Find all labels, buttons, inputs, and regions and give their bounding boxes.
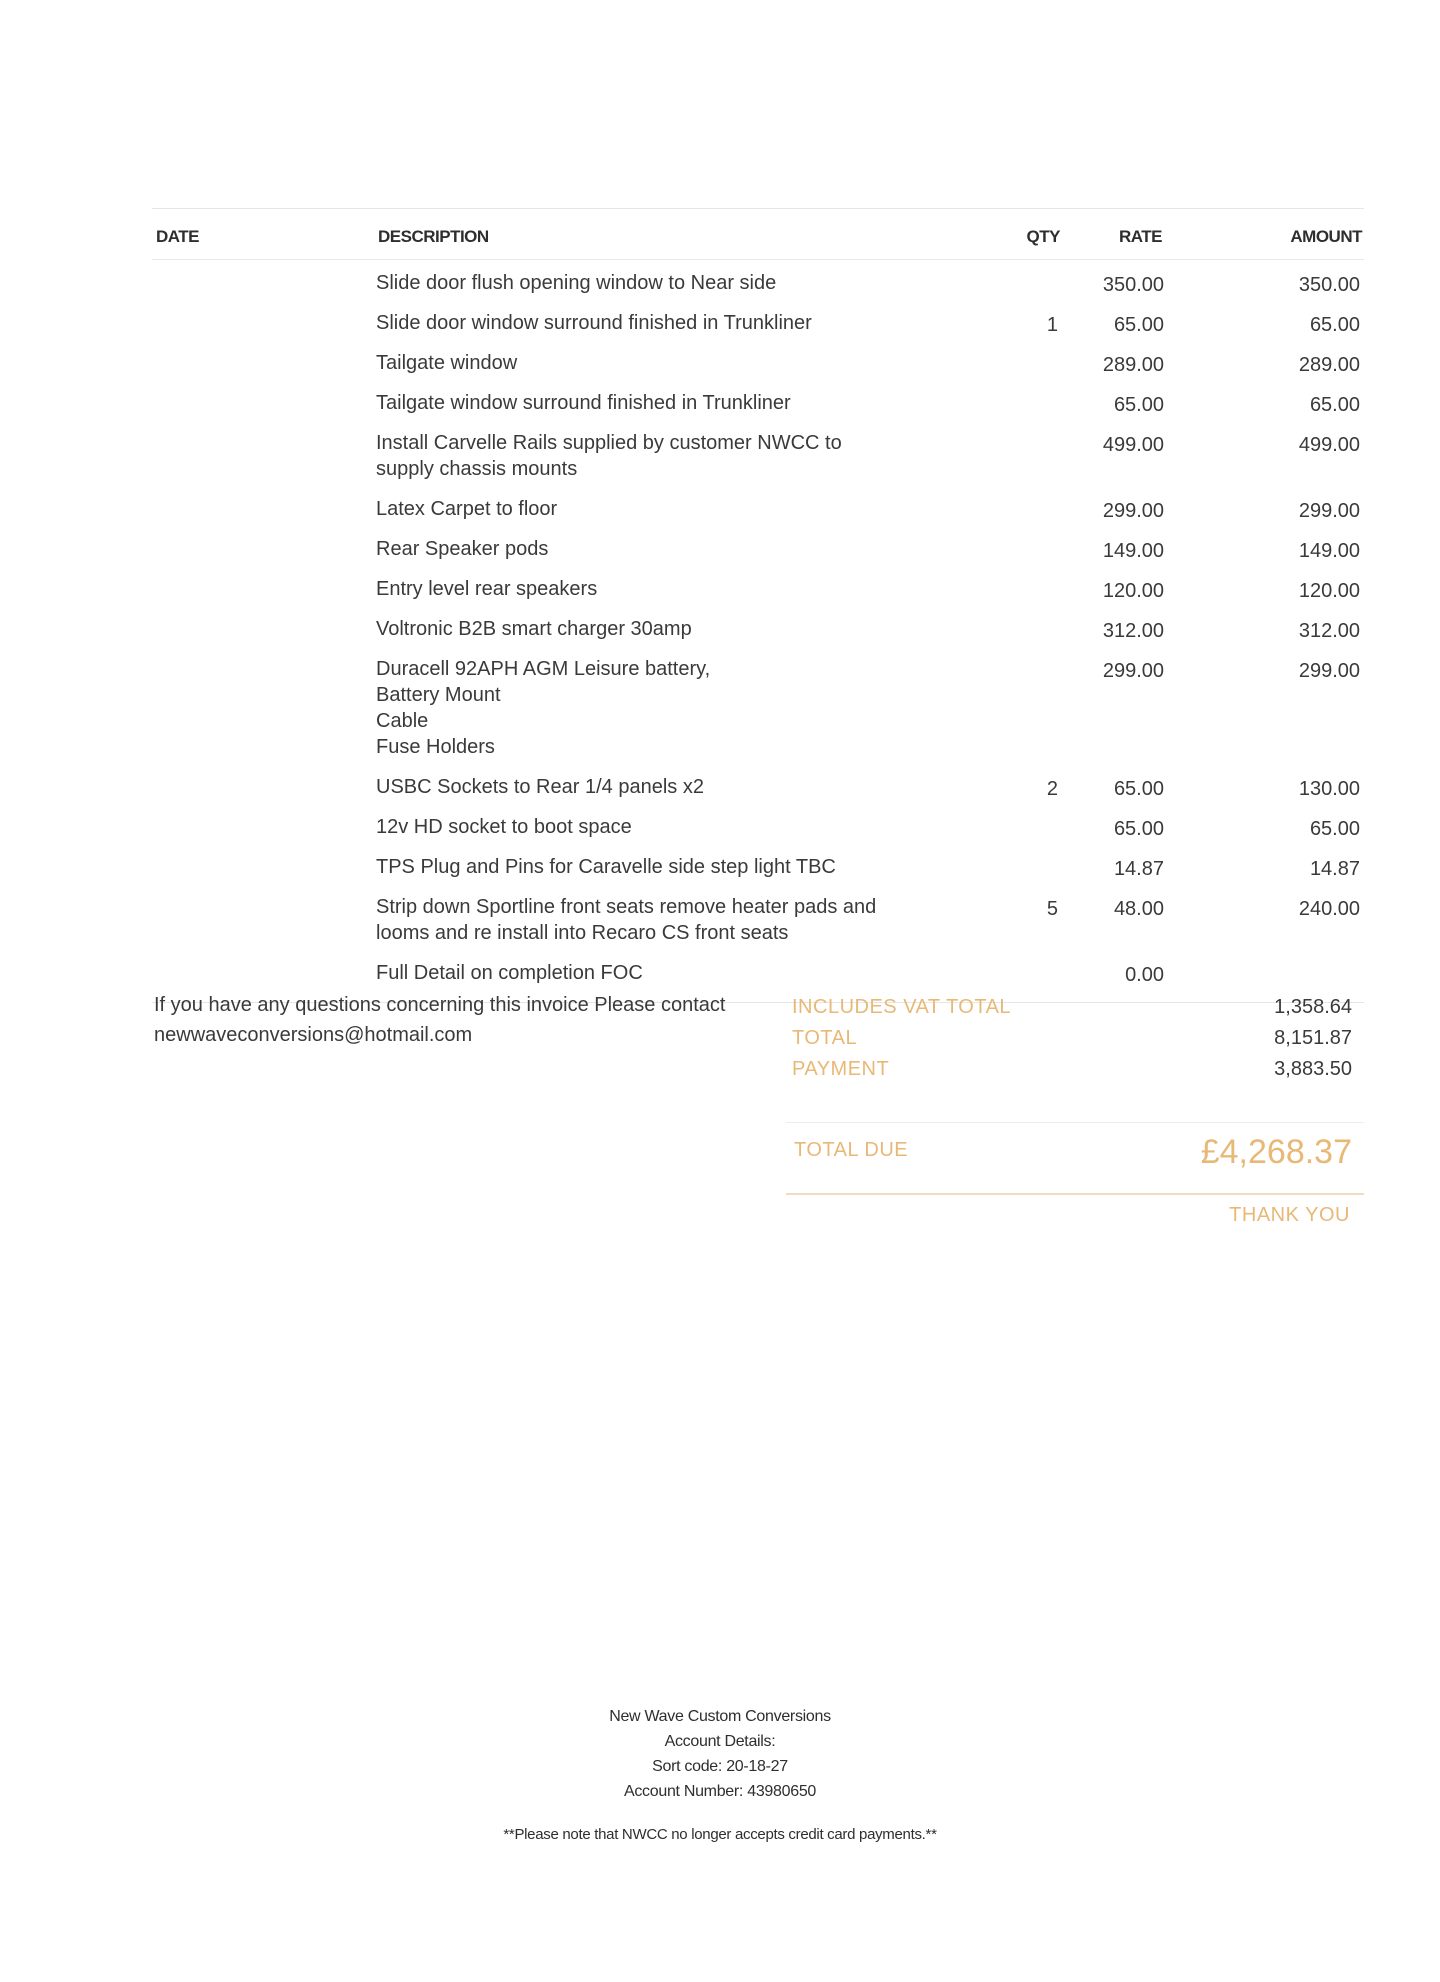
row-description: Duracell 92APH AGM Leisure battery, Battery Mount Cable Fuse Holders [376,658,711,758]
row-rate: 350.00 [1102,274,1164,296]
total-due-box [786,1122,1364,1195]
row-rate: 48.00 [1113,898,1164,920]
total-value: 8,151.87 [1274,1027,1352,1049]
row-amount: 289.00 [1298,354,1360,376]
row-description: 12v HD socket to boot space [376,816,632,838]
total-row [786,1027,1352,1058]
row-amount: 14.87 [1309,858,1360,880]
row-rate: 149.00 [1102,540,1164,562]
contact-note: If you have any questions concerning this invoice Please contact newwaveconversions@hotmail.com [154,994,726,1046]
row-description: Voltronic B2B smart charger 30amp [376,618,692,640]
header-amount: AMOUNT [1290,227,1362,246]
sort-code: Sort code: 20-18-27 [652,1758,788,1775]
totals-block [786,996,1352,1089]
header-rate: RATE [1118,227,1162,246]
row-rate: 499.00 [1102,434,1164,456]
row-rate: 299.00 [1102,660,1164,682]
company-name: New Wave Custom Conversions [609,1708,831,1725]
row-rate: 65.00 [1113,818,1164,840]
table-row [152,814,1364,854]
payment-label: PAYMENT [792,1058,890,1080]
row-amount: 499.00 [1298,434,1360,456]
row-amount: 130.00 [1298,778,1360,800]
row-amount: 350.00 [1298,274,1360,296]
row-description: USBC Sockets to Rear 1/4 panels x2 [376,776,704,798]
payment-row [786,1058,1352,1089]
row-amount: 299.00 [1298,660,1360,682]
row-rate: 65.00 [1113,314,1164,336]
table-row [152,390,1364,430]
row-amount: 240.00 [1298,898,1360,920]
row-amount: 65.00 [1309,314,1360,336]
row-description: Full Detail on completion FOC [376,962,643,984]
row-amount: 149.00 [1298,540,1360,562]
table-row [152,656,1364,774]
vat-total-label: INCLUDES VAT TOTAL [792,996,1012,1018]
row-description: Strip down Sportline front seats remove heater pads and looms and re install into Recaro CS front seats [376,896,877,944]
row-description: Slide door window surround finished in Trunkliner [376,312,812,334]
header-date: DATE [156,227,200,246]
vat-total-row [786,996,1352,1027]
table-row [152,310,1364,350]
credit-card-note: **Please note that NWCC no longer accepts credit card payments.** [503,1826,937,1843]
thank-you-text: THANK YOU [1229,1204,1350,1226]
vat-total-value: 1,358.64 [1274,996,1352,1018]
row-rate: 299.00 [1102,500,1164,522]
row-description: Entry level rear speakers [376,578,598,600]
row-description: Rear Speaker pods [376,538,549,560]
table-body [152,260,1364,1000]
table-row [152,616,1364,656]
row-rate: 65.00 [1113,778,1164,800]
total-label: TOTAL [792,1027,858,1049]
row-description: Install Carvelle Rails supplied by customer NWCC to supply chassis mounts [376,432,842,480]
row-description: Tailgate window surround finished in Trunkliner [376,392,791,414]
table-header [152,209,1364,260]
table-row [152,774,1364,814]
invoice-table [152,208,1364,1003]
row-rate: 65.00 [1113,394,1164,416]
row-qty: 1 [1046,314,1058,336]
table-row [152,576,1364,616]
row-rate: 14.87 [1113,858,1164,880]
row-description: Tailgate window [376,352,518,374]
row-amount: 299.00 [1298,500,1360,522]
row-amount: 65.00 [1309,394,1360,416]
row-rate: 0.00 [1125,964,1164,986]
row-rate: 120.00 [1102,580,1164,602]
row-amount: 312.00 [1298,620,1360,642]
row-rate: 312.00 [1102,620,1164,642]
total-due-value: £4,268.37 [1200,1133,1352,1171]
row-description: Latex Carpet to floor [376,498,558,520]
account-details-label: Account Details: [664,1733,776,1750]
row-amount: 120.00 [1298,580,1360,602]
table-row [152,496,1364,536]
row-qty: 5 [1046,898,1058,920]
row-description: Slide door flush opening window to Near side [376,272,777,294]
total-due-label: TOTAL DUE [794,1139,909,1161]
header-description: DESCRIPTION [378,227,489,246]
payment-value: 3,883.50 [1274,1058,1352,1080]
row-rate: 289.00 [1102,354,1164,376]
table-row [152,894,1364,960]
row-amount: 65.00 [1309,818,1360,840]
table-row [152,270,1364,310]
table-row [152,430,1364,496]
row-qty: 2 [1046,778,1058,800]
account-number: Account Number: 43980650 [623,1783,817,1800]
header-qty: QTY [1026,227,1060,246]
table-row [152,350,1364,390]
table-row [152,536,1364,576]
row-description: TPS Plug and Pins for Caravelle side step light TBC [376,856,836,878]
bank-details [0,1704,1440,1804]
table-row [152,854,1364,894]
